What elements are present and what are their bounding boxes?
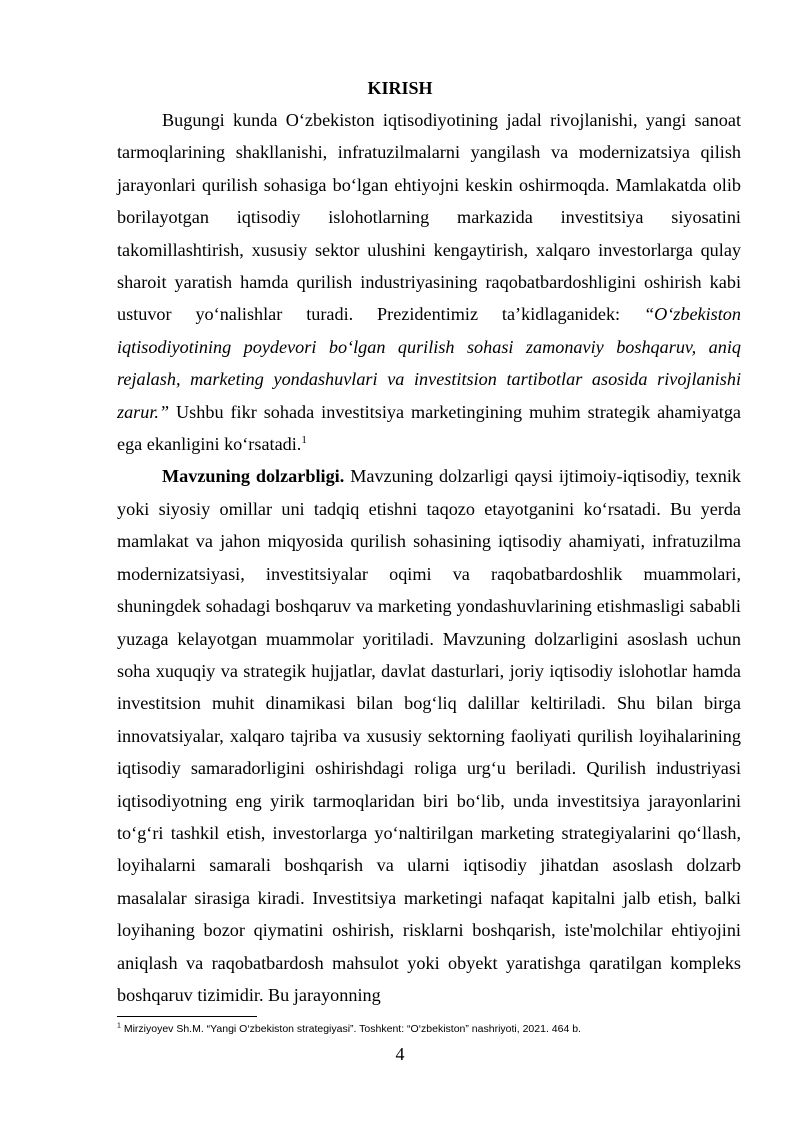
relevance-lead: Mavzuning dolzarbligi.: [162, 466, 345, 487]
footnote-marker: 1: [117, 1022, 121, 1030]
section-heading: KIRISH: [367, 78, 433, 98]
intro-paragraph: [117, 104, 741, 460]
paragraph1-text-after: Ushbu fikr sohada investitsiya marketingining muhim strategik ahamiyatga ega ekanligini ko‘rsatadi.: [117, 401, 741, 455]
body-text: [117, 104, 741, 1011]
footnote-separator: [117, 1016, 257, 1017]
page-number: 4: [395, 1044, 405, 1064]
footnote: [117, 1022, 741, 1036]
footnote-reference[interactable]: 1: [301, 434, 307, 446]
relevance-text: Mavzuning dolzarligi qaysi ijtimoiy-iqtisodiy, texnik yoki siyosiy omillar uni tadqiq etishni taqozo etayotganini ko‘rsatadi. Bu yerda mamlakat va jahon miqyosida qurilish sohasining iqtisodiy ahamiyati, infratuzilma modernizatsiyasi, investitsiyalar oqimi va raqobatbardoshlik muammolari, shuningdek sohadagi boshqaruv va marketing yondashuvlarining etishmasligi sababli yuzaga kelayotgan muammolar yoritiladi. Mavzuning dolzarligini asoslash uchun soha xuquqiy va strategik hujjatlar, davlat dasturlari, joriy iqtisodiy islohotlar hamda investitsion muhit dinamikasi bilan bog‘liq dalillar keltiriladi. Shu bilan birga innovatsiyalar, xalqaro tajriba va xususiy sektorning faoliyati qurilish loyihalarining iqtisodiy samaradorligini oshirishdagi roliga urg‘u beriladi. Qurilish industriyasi iqtisodiyotning eng yirik tarmoqlaridan biri bo‘lib, unda investitsiya jarayonlarini to‘g‘ri tashkil etish, investorlarga yo‘naltirilgan marketing strategiyalarini qo‘llash, loyihalarni samarali boshqarish va ularni iqtisodiy jihatdan asoslash dolzarb masalalar sirasiga kiradi. Investitsiya marketingi nafaqat kapitalni jalb etish, balki loyihaning bozor qiymatini oshirish, risklarni boshqarish, iste'molchilar ehtiyojini aniqlash va raqobatbardosh mahsulot yoki obyekt yaratishga qaratilgan kompleks boshqaruv tizimidir. Bu jarayonning: [117, 466, 741, 1005]
president-quote: “O‘zbekiston iqtisodiyotining poydevori bo‘lgan qurilish sohasi zamonaviy boshqaruv, aniq rejalash, marketing yondashuvlari va investitsion tartibotlar asosida rivojlanishi zarur.”: [117, 304, 741, 422]
footnote-text: Mirziyoyev Sh.M. “Yangi O‘zbekiston strategiyasi”. Toshkent: “O‘zbekiston” nashriyoti, 2021. 464 b.: [120, 1023, 581, 1035]
relevance-paragraph: [117, 460, 741, 1011]
paragraph1-text: Bugungi kunda O‘zbekiston iqtisodiyotining jadal rivojlanishi, yangi sanoat tarmoqlarining shakllanishi, infratuzilmalarni yangilash va modernizatsiya qilish jarayonlari qurilish sohasiga bo‘lgan ehtiyojni keskin oshirmoqda. Mamlakatda olib borilayotgan iqtisodiy islohotlarning markazida investitsiya siyosatini takomillashtirish, xususiy sektor ulushini kengaytirish, xalqaro investorlarga qulay sharoit yaratish hamda qurilish industriyasining raqobatbardoshligini oshirish kabi ustuvor yo‘nalishlar turadi. Prezidentimiz ta’kidlaganidek:: [117, 110, 741, 325]
